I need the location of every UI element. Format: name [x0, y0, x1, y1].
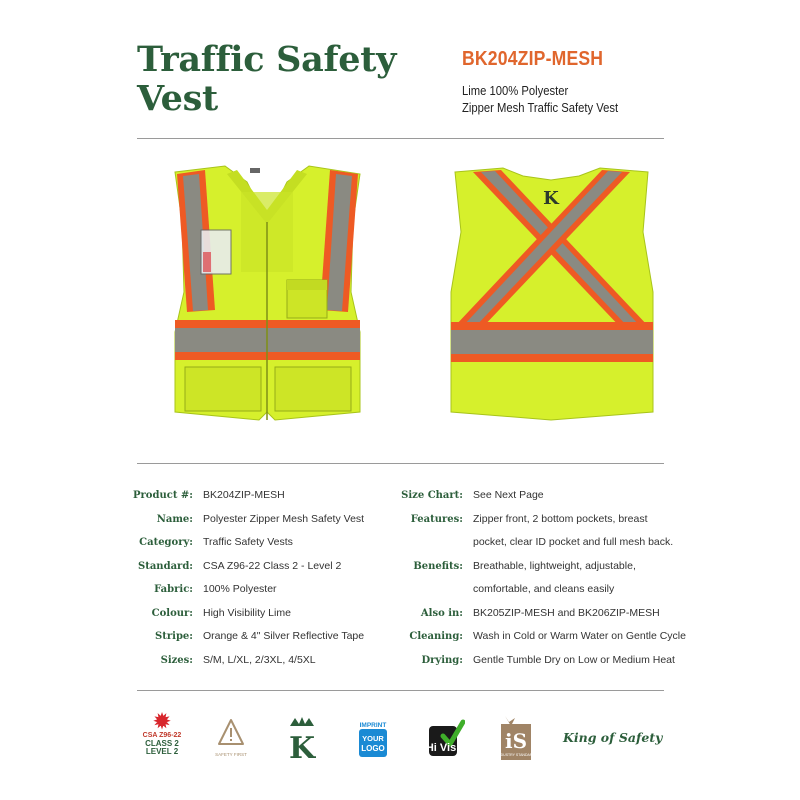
- csa-standard-text: CSA Z96-22: [142, 732, 182, 739]
- spec-value: CSA Z96-22 Class 2 - Level 2: [203, 559, 342, 572]
- king-k-crown-icon: [287, 716, 317, 760]
- spec-label: Cleaning:: [409, 631, 463, 642]
- spec-label: Size Chart:: [401, 490, 463, 501]
- spec-value: Polyester Zipper Mesh Safety Vest: [203, 512, 365, 525]
- k-letter: K: [288, 731, 316, 760]
- spec-row: [368, 508, 686, 532]
- industry-standard-text: INDUSTRY STANDARD: [499, 753, 533, 757]
- spec-value: S/M, L/XL, 2/3XL, 4/5XL: [203, 653, 316, 666]
- divider: [137, 138, 664, 139]
- spec-label: [368, 531, 463, 555]
- hivis-logo: [427, 718, 465, 760]
- spec-value: 100% Polyester: [203, 583, 277, 595]
- spec-label: [368, 578, 463, 602]
- spec-row: [368, 578, 686, 602]
- imprint-text: IMPRINT: [359, 722, 387, 729]
- imprint-logo-icon: [357, 720, 389, 760]
- spec-row: [98, 508, 364, 532]
- warning-triangle-icon: [217, 718, 245, 748]
- spec-value: Breathable, lightweight, adjustable,: [473, 559, 636, 572]
- svg-text:iS: iS: [504, 729, 528, 753]
- spec-label: Colour:: [151, 607, 193, 619]
- spec-row: [368, 531, 686, 555]
- csa-badge: [142, 712, 182, 756]
- spec-row: [98, 602, 364, 626]
- spec-label: Sizes:: [160, 654, 193, 666]
- king-of-safety-brand: King of Safety: [563, 730, 663, 745]
- spec-label: Name:: [156, 513, 193, 525]
- imprint-logo-badge: [357, 720, 389, 760]
- spec-row: [368, 649, 686, 673]
- spec-label: Benefits:: [413, 560, 463, 572]
- page-title: Traffic Safety Vest: [137, 39, 397, 119]
- spec-value: comfortable, and cleans easily: [473, 583, 615, 595]
- csa-class-text: CLASS 2: [145, 739, 179, 748]
- safety-first-text: SAFETY FIRST: [215, 752, 247, 757]
- spec-value: BK205ZIP-MESH and BK206ZIP-MESH: [473, 606, 660, 619]
- safety-first-logo: [217, 718, 245, 758]
- vest-back-k-logo: K: [543, 188, 559, 209]
- spec-row: [368, 625, 686, 649]
- king-k-logo: [287, 716, 317, 760]
- your-text: YOUR: [362, 734, 384, 743]
- spec-row: [368, 555, 686, 579]
- spec-value: Traffic Safety Vests: [203, 536, 293, 548]
- spec-row: [368, 484, 686, 508]
- spec-label: Drying:: [421, 654, 463, 666]
- subtitle-line-2: Zipper Mesh Traffic Safety Vest: [462, 101, 619, 115]
- spec-value: Wash in Cold or Warm Water on Gentle Cycle: [473, 630, 686, 642]
- spec-label: Features:: [410, 513, 463, 525]
- spec-label: Standard:: [137, 560, 193, 572]
- spec-row: [98, 578, 364, 602]
- spec-row: [368, 602, 686, 626]
- specs-left-column: [98, 484, 364, 672]
- subtitle-line-1: Lime 100% Polyester: [462, 84, 569, 98]
- spec-row: [98, 484, 364, 508]
- divider: [137, 690, 664, 691]
- vest-front-image: [165, 162, 370, 440]
- spec-label: Also in:: [420, 607, 463, 619]
- hivis-text: Hi Vis: [427, 742, 457, 754]
- spec-value: See Next Page: [473, 489, 544, 501]
- spec-value: Gentle Tumble Dry on Low or Medium Heat: [473, 653, 675, 666]
- industry-standard-logo: [499, 714, 533, 762]
- spec-label: Category:: [139, 537, 193, 548]
- spec-label: Stripe:: [155, 631, 193, 642]
- spec-row: [98, 625, 364, 649]
- spec-label: Product #:: [133, 490, 193, 501]
- spec-row: [98, 555, 364, 579]
- specs-right-column: [368, 484, 686, 672]
- logo-text: LOGO: [361, 744, 385, 753]
- spec-value: Zipper front, 2 bottom pockets, breast: [473, 512, 648, 525]
- divider: [137, 463, 664, 464]
- hivis-check-icon: [427, 718, 465, 760]
- product-code: BK204ZIP-MESH: [462, 48, 604, 70]
- spec-label: Fabric:: [154, 584, 193, 595]
- spec-row: [98, 531, 364, 555]
- spec-value: High Visibility Lime: [203, 606, 291, 619]
- spec-row: [98, 649, 364, 673]
- product-subtitle: [462, 83, 660, 117]
- spec-value: BK204ZIP-MESH: [203, 489, 285, 501]
- csa-level-text: LEVEL 2: [145, 747, 179, 756]
- spec-value: Orange & 4" Silver Reflective Tape: [203, 630, 365, 642]
- vest-back-image: [443, 162, 660, 432]
- spec-value: pocket, clear ID pocket and full mesh back.: [473, 536, 674, 548]
- industry-standard-icon: [499, 714, 533, 762]
- maple-leaf-icon: ✹: [153, 711, 171, 733]
- certification-logos: [137, 712, 664, 772]
